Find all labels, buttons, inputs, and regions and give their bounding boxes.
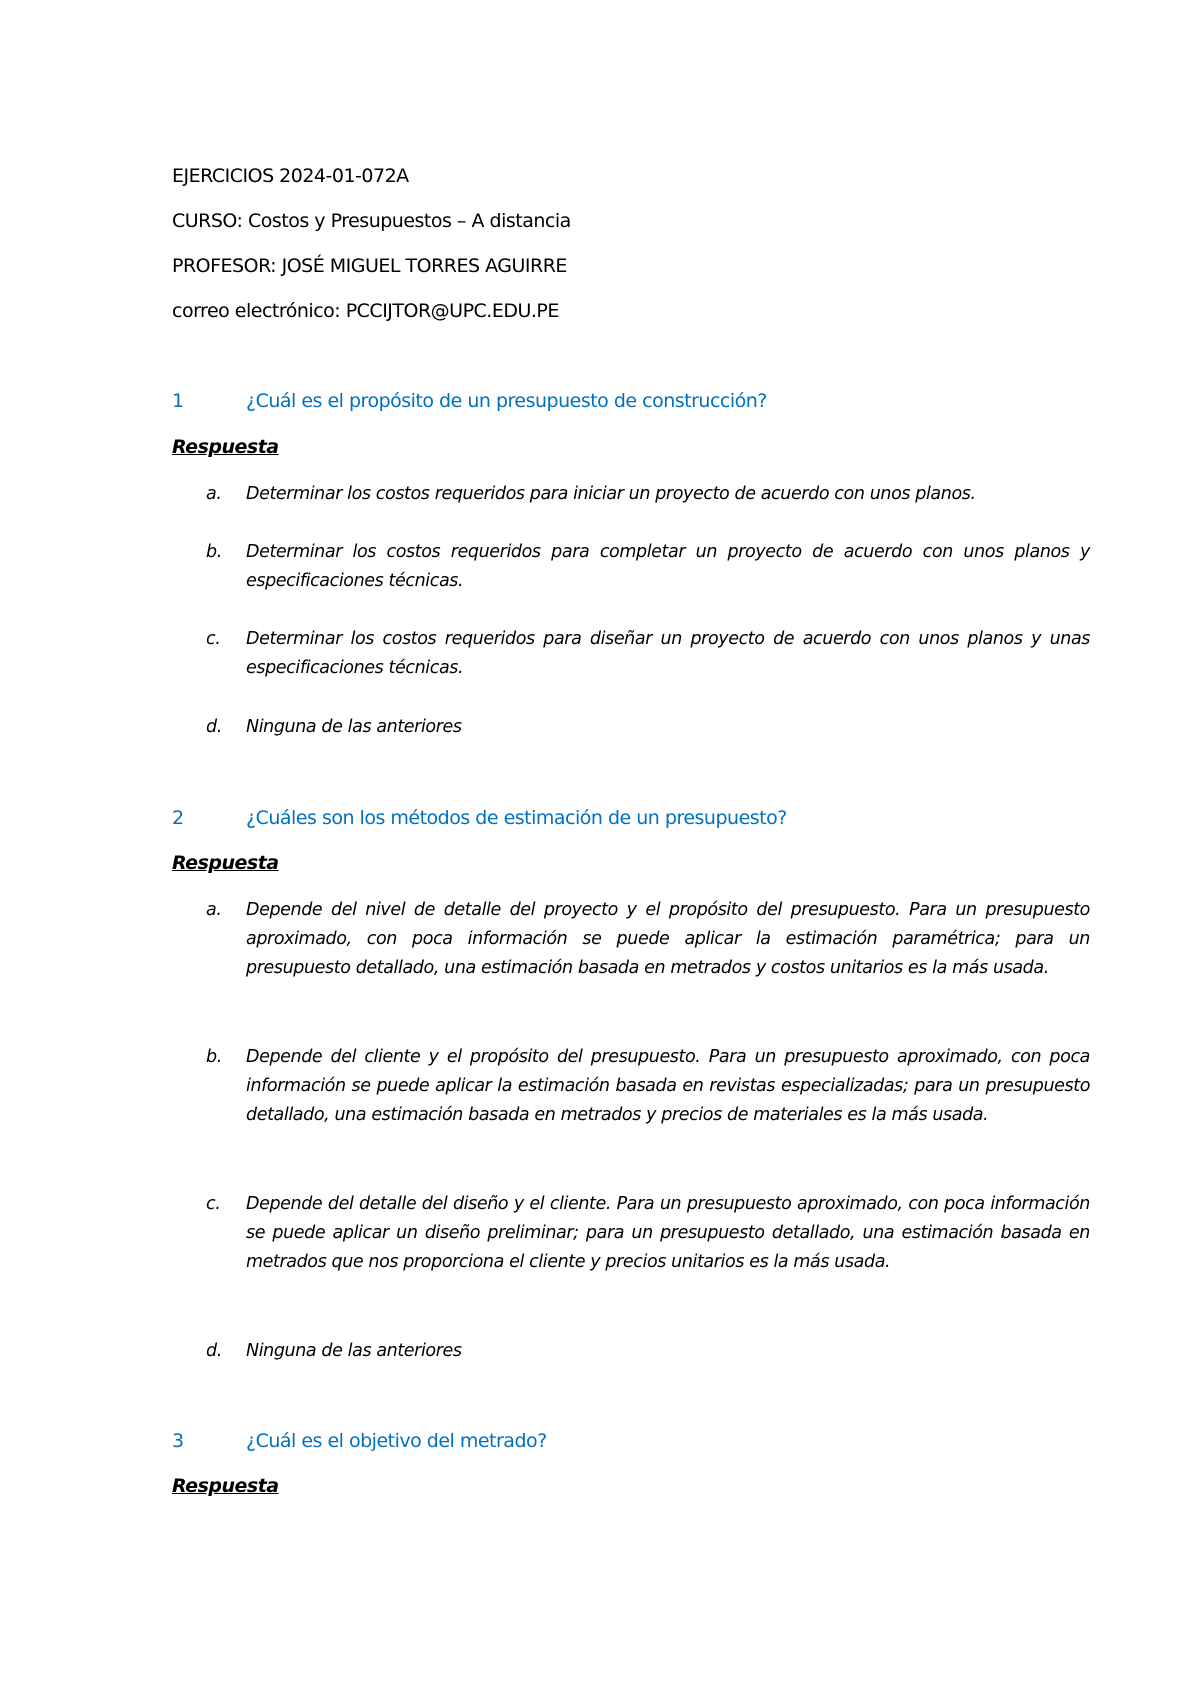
option-letter: b.	[206, 1047, 222, 1067]
option-letter: c.	[206, 1194, 221, 1214]
option-text: Ninguna de las anteriores	[246, 1341, 462, 1361]
exercise-code: EJERCICIOS 2024-01-072A	[172, 165, 409, 187]
course-line: CURSO: Costos y Presupuestos – A distancia	[172, 210, 571, 232]
question-text: ¿Cuál es el objetivo del metrado?	[246, 1430, 547, 1452]
option-text: Depende del nivel de detalle del proyecto y el propósito del presupuesto. Para un presupuesto aproximado, con poca información se puede aplicar la estimación paramétrica; para un presupuesto detallado, una estimación basada en metrados y costos unitarios es la más usada.	[246, 900, 1090, 978]
option-text: Depende del cliente y el propósito del presupuesto. Para un presupuesto aproximado, con poca información se puede aplicar la estimación basada en revistas especializadas; para un presupuesto detallado, una estimación basada en metrados y precios de materiales es la más usada.	[246, 1047, 1090, 1125]
option-text: Determinar los costos requeridos para iniciar un proyecto de acuerdo con unos planos.	[246, 484, 976, 504]
answer-label: Respuesta	[172, 436, 279, 458]
answer-option	[206, 1043, 1090, 1130]
answer-option	[206, 480, 1090, 509]
email-line: correo electrónico: PCCIJTOR@UPC.EDU.PE	[172, 300, 559, 322]
answer-option	[206, 538, 1090, 596]
answer-label: Respuesta	[172, 1475, 279, 1497]
answer-option	[206, 1337, 1090, 1366]
option-letter: c.	[206, 629, 221, 649]
question-number: 3	[172, 1430, 184, 1452]
option-text: Depende del detalle del diseño y el cliente. Para un presupuesto aproximado, con poca información se puede aplicar un diseño preliminar; para un presupuesto detallado, una estimación basada en metrados que nos proporciona el cliente y precios unitarios es la más usada.	[246, 1194, 1090, 1272]
question-text: ¿Cuáles son los métodos de estimación de un presupuesto?	[246, 807, 787, 829]
question-heading	[172, 807, 1072, 837]
answer-option	[206, 625, 1090, 683]
answer-option	[206, 896, 1090, 983]
question-heading	[172, 1430, 1072, 1460]
option-letter: d.	[206, 1341, 222, 1361]
question-number: 2	[172, 807, 184, 829]
option-letter: a.	[206, 900, 222, 920]
option-text: Determinar los costos requeridos para completar un proyecto de acuerdo con unos planos y especificaciones técnicas.	[246, 542, 1090, 591]
option-letter: d.	[206, 717, 222, 737]
question-text: ¿Cuál es el propósito de un presupuesto de construcción?	[246, 390, 767, 412]
question-number: 1	[172, 390, 184, 412]
option-letter: b.	[206, 542, 222, 562]
option-letter: a.	[206, 484, 222, 504]
option-text: Determinar los costos requeridos para diseñar un proyecto de acuerdo con unos planos y unas especificaciones técnicas.	[246, 629, 1090, 678]
professor-line: PROFESOR: JOSÉ MIGUEL TORRES AGUIRRE	[172, 255, 567, 277]
answer-label: Respuesta	[172, 852, 279, 874]
answer-option	[206, 1190, 1090, 1277]
question-heading	[172, 390, 1072, 420]
answer-option	[206, 713, 1090, 742]
option-text: Ninguna de las anteriores	[246, 717, 462, 737]
